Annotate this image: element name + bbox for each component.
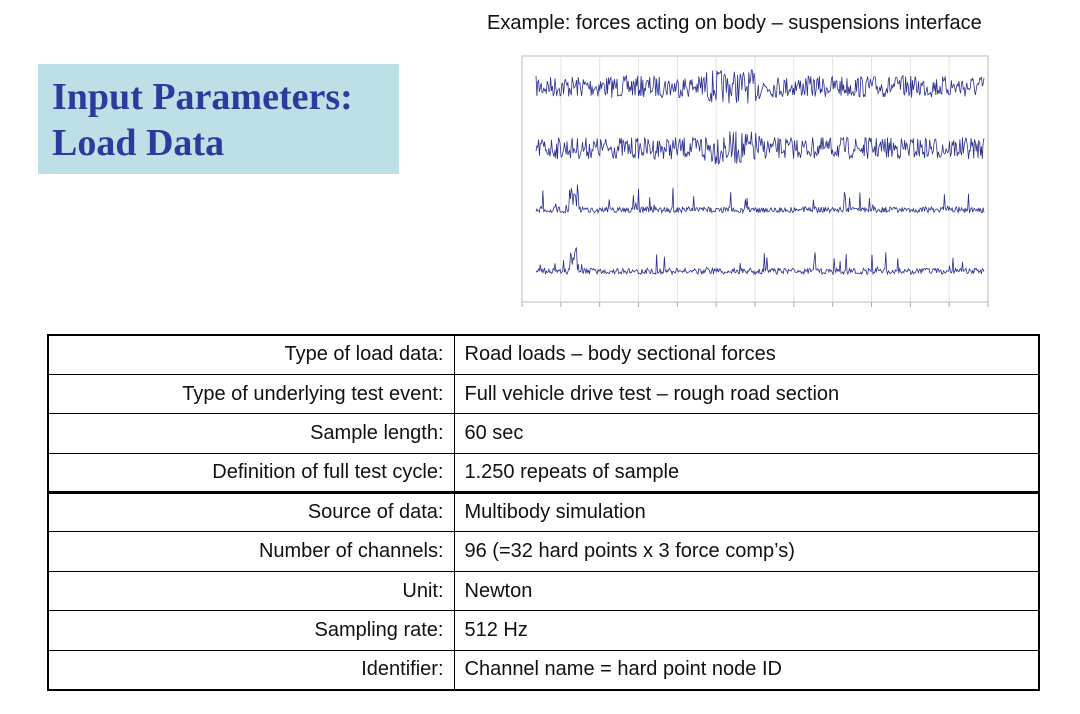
title-line-1: Input Parameters: <box>52 76 353 118</box>
row-label: Unit: <box>48 571 454 610</box>
table-row <box>48 374 1039 413</box>
table-row <box>48 611 1039 650</box>
table-row <box>48 493 1039 532</box>
signal-plot <box>512 50 992 316</box>
row-label: Sampling rate: <box>48 611 454 650</box>
load-data-table <box>47 334 1040 691</box>
row-label: Definition of full test cycle: <box>48 453 454 492</box>
table-row <box>48 453 1039 492</box>
table-row <box>48 335 1039 374</box>
table-row <box>48 532 1039 571</box>
row-value: Full vehicle drive test – rough road section <box>454 374 1039 413</box>
row-value: 512 Hz <box>454 611 1039 650</box>
row-value: Channel name = hard point node ID <box>454 650 1039 689</box>
row-value: Road loads – body sectional forces <box>454 335 1039 374</box>
row-value: 60 sec <box>454 414 1039 453</box>
example-caption: Example: forces acting on body – suspensions interface <box>487 12 982 34</box>
row-value: 96 (=32 hard points x 3 force comp’s) <box>454 532 1039 571</box>
row-label: Number of channels: <box>48 532 454 571</box>
table-row <box>48 571 1039 610</box>
row-label: Type of underlying test event: <box>48 374 454 413</box>
title-line-2: Load Data <box>52 122 225 164</box>
row-label: Type of load data: <box>48 335 454 374</box>
row-label: Sample length: <box>48 414 454 453</box>
title-box <box>38 64 399 174</box>
row-value: Multibody simulation <box>454 493 1039 532</box>
table-row <box>48 414 1039 453</box>
table-row <box>48 650 1039 689</box>
row-value: 1.250 repeats of sample <box>454 453 1039 492</box>
row-label: Source of data: <box>48 493 454 532</box>
row-value: Newton <box>454 571 1039 610</box>
row-label: Identifier: <box>48 650 454 689</box>
